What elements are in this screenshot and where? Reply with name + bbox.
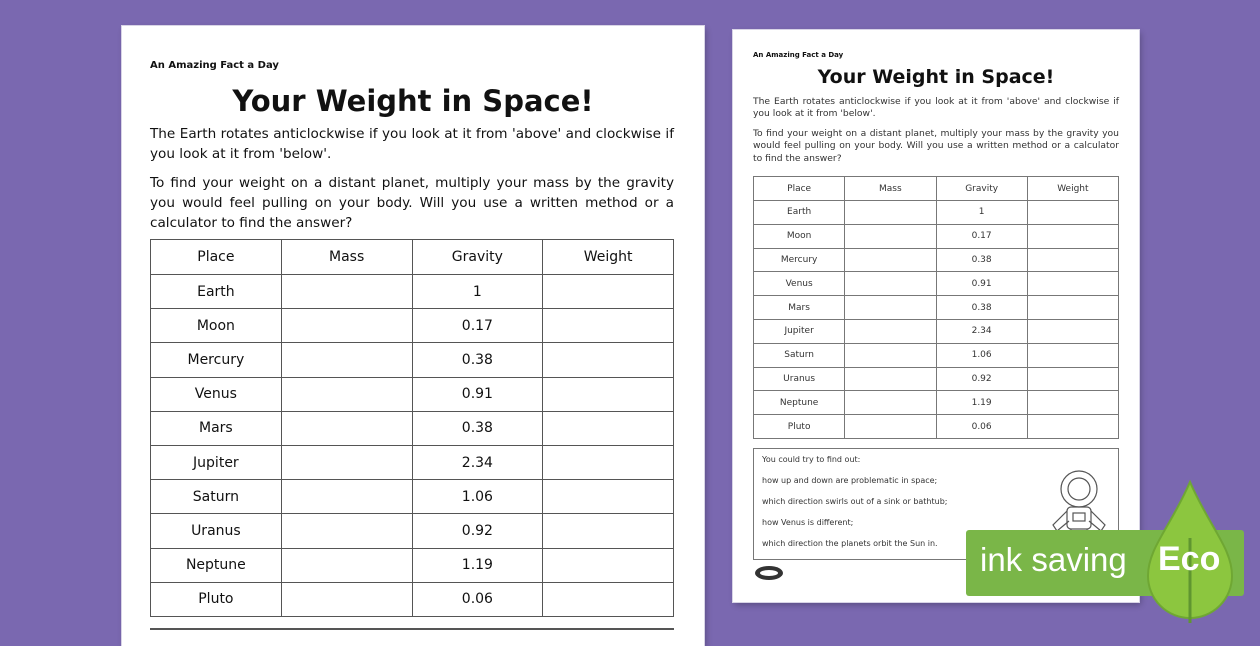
table-row: [151, 582, 674, 616]
weight-cell: [543, 343, 674, 377]
weight-cell: [1027, 296, 1118, 320]
weight-cell: [543, 377, 674, 411]
place-cell: Saturn: [754, 343, 845, 367]
mass-cell: [845, 367, 936, 391]
worksheet-small: [733, 30, 1139, 602]
gravity-cell: 2.34: [936, 319, 1027, 343]
gravity-cell: 0.91: [936, 272, 1027, 296]
gravity-cell: 1: [412, 275, 543, 309]
eco-label: Eco: [1158, 540, 1221, 578]
gravity-cell: 1: [936, 201, 1027, 225]
mass-cell: [845, 272, 936, 296]
header-mass: Mass: [845, 177, 936, 201]
mass-cell: [845, 343, 936, 367]
header-place: Place: [754, 177, 845, 201]
weight-cell: [543, 309, 674, 343]
table-row: [151, 445, 674, 479]
weight-cell: [543, 548, 674, 582]
header-weight: Weight: [1027, 177, 1118, 201]
table-row: [754, 248, 1119, 272]
weight-cell: [1027, 201, 1118, 225]
gravity-cell: 0.92: [936, 367, 1027, 391]
place-cell: Neptune: [151, 548, 282, 582]
weight-cell: [543, 445, 674, 479]
place-cell: Jupiter: [151, 445, 282, 479]
ink-saving-label: ink saving: [980, 541, 1127, 578]
mass-cell: [281, 377, 412, 411]
mass-cell: [845, 319, 936, 343]
gravity-cell: 0.91: [412, 377, 543, 411]
worksheet-title: Your Weight in Space!: [817, 66, 1055, 88]
worksheet-title: Your Weight in Space!: [232, 84, 594, 118]
table-row: [754, 224, 1119, 248]
place-cell: Neptune: [754, 391, 845, 415]
gravity-cell: 0.92: [412, 514, 543, 548]
weight-cell: [1027, 415, 1118, 439]
place-cell: Mercury: [754, 248, 845, 272]
tip-line: which direction the planets orbit the Sun in.: [762, 539, 938, 548]
place-cell: Mars: [754, 296, 845, 320]
weight-cell: [543, 411, 674, 445]
weight-cell: [1027, 248, 1118, 272]
place-cell: Mars: [151, 411, 282, 445]
mass-cell: [845, 415, 936, 439]
gravity-cell: 1.06: [412, 480, 543, 514]
instruction-paragraph: To find your weight on a distant planet, multiply your mass by the gravity you would feel pulling on your body. Will you use a written method or a calculator to find the answer?: [753, 128, 1119, 164]
table-row: [754, 367, 1119, 391]
table-row: [151, 377, 674, 411]
weight-cell: [543, 480, 674, 514]
publisher-logo: [753, 564, 785, 582]
place-cell: Uranus: [754, 367, 845, 391]
table-row: [151, 514, 674, 548]
mass-cell: [281, 514, 412, 548]
gravity-cell: 1.19: [412, 548, 543, 582]
mass-cell: [281, 582, 412, 616]
table-body: [151, 275, 674, 617]
weight-cell: [1027, 391, 1118, 415]
header-place: Place: [151, 240, 282, 275]
weight-cell: [1027, 343, 1118, 367]
weight-cell: [1027, 319, 1118, 343]
intro-paragraph: The Earth rotates anticlockwise if you look at it from 'above' and clockwise if you look at it from 'below'.: [150, 126, 674, 162]
place-cell: Pluto: [754, 415, 845, 439]
gravity-cell: 0.06: [412, 582, 543, 616]
mass-cell: [845, 224, 936, 248]
gravity-cell: 2.34: [412, 445, 543, 479]
place-cell: Mercury: [151, 343, 282, 377]
table-body: [754, 201, 1119, 439]
table-row: [754, 272, 1119, 296]
header-gravity: Gravity: [936, 177, 1027, 201]
weight-cell: [1027, 224, 1118, 248]
table-row: [754, 201, 1119, 225]
mass-cell: [845, 201, 936, 225]
tip-line: how up and down are problematic in space;: [762, 476, 938, 485]
place-cell: Uranus: [151, 514, 282, 548]
series-tag: An Amazing Fact a Day: [753, 51, 844, 59]
weight-cell: [543, 582, 674, 616]
mass-cell: [281, 275, 412, 309]
place-cell: Pluto: [151, 582, 282, 616]
table-row: [754, 296, 1119, 320]
mass-cell: [281, 411, 412, 445]
weight-cell: [543, 514, 674, 548]
gravity-cell: 1.06: [936, 343, 1027, 367]
table-row: [754, 343, 1119, 367]
gravity-cell: 0.06: [936, 415, 1027, 439]
mass-cell: [281, 309, 412, 343]
place-cell: Venus: [754, 272, 845, 296]
mass-cell: [281, 480, 412, 514]
mass-cell: [845, 296, 936, 320]
header-weight: Weight: [543, 240, 674, 275]
table-row: [754, 415, 1119, 439]
table-row: [151, 343, 674, 377]
gravity-cell: 0.38: [936, 296, 1027, 320]
table-row: [151, 275, 674, 309]
place-cell: Jupiter: [754, 319, 845, 343]
weight-table: [150, 239, 674, 617]
mass-cell: [845, 248, 936, 272]
table-row: [151, 548, 674, 582]
weight-cell: [1027, 367, 1118, 391]
mass-cell: [281, 548, 412, 582]
tip-line: how Venus is different;: [762, 518, 854, 527]
place-cell: Earth: [151, 275, 282, 309]
mass-cell: [845, 391, 936, 415]
weight-cell: [1027, 272, 1118, 296]
header-gravity: Gravity: [412, 240, 543, 275]
mass-cell: [281, 445, 412, 479]
gravity-cell: 1.19: [936, 391, 1027, 415]
gravity-cell: 0.38: [412, 343, 543, 377]
gravity-cell: 0.17: [936, 224, 1027, 248]
place-cell: Venus: [151, 377, 282, 411]
header-mass: Mass: [281, 240, 412, 275]
series-tag: An Amazing Fact a Day: [150, 60, 279, 71]
table-row: [151, 309, 674, 343]
tip-line: which direction swirls out of a sink or bathtub;: [762, 497, 948, 506]
mass-cell: [281, 343, 412, 377]
place-cell: Moon: [754, 224, 845, 248]
weight-cell: [543, 275, 674, 309]
worksheet-large: [122, 26, 704, 646]
gravity-cell: 0.38: [412, 411, 543, 445]
tip-line: You could try to find out:: [762, 455, 861, 464]
table-row: [754, 391, 1119, 415]
instruction-paragraph: To find your weight on a distant planet, multiply your mass by the gravity you would feel pulling on your body. Will you use a written method or a calculator to find the answer?: [150, 175, 674, 231]
weight-table: [753, 176, 1119, 439]
gravity-cell: 0.17: [412, 309, 543, 343]
gravity-cell: 0.38: [936, 248, 1027, 272]
table-row: [151, 480, 674, 514]
intro-paragraph: The Earth rotates anticlockwise if you look at it from 'above' and clockwise if you look at it from 'below'.: [753, 96, 1119, 120]
place-cell: Saturn: [151, 480, 282, 514]
table-row: [151, 411, 674, 445]
place-cell: Moon: [151, 309, 282, 343]
table-row: [754, 319, 1119, 343]
place-cell: Earth: [754, 201, 845, 225]
